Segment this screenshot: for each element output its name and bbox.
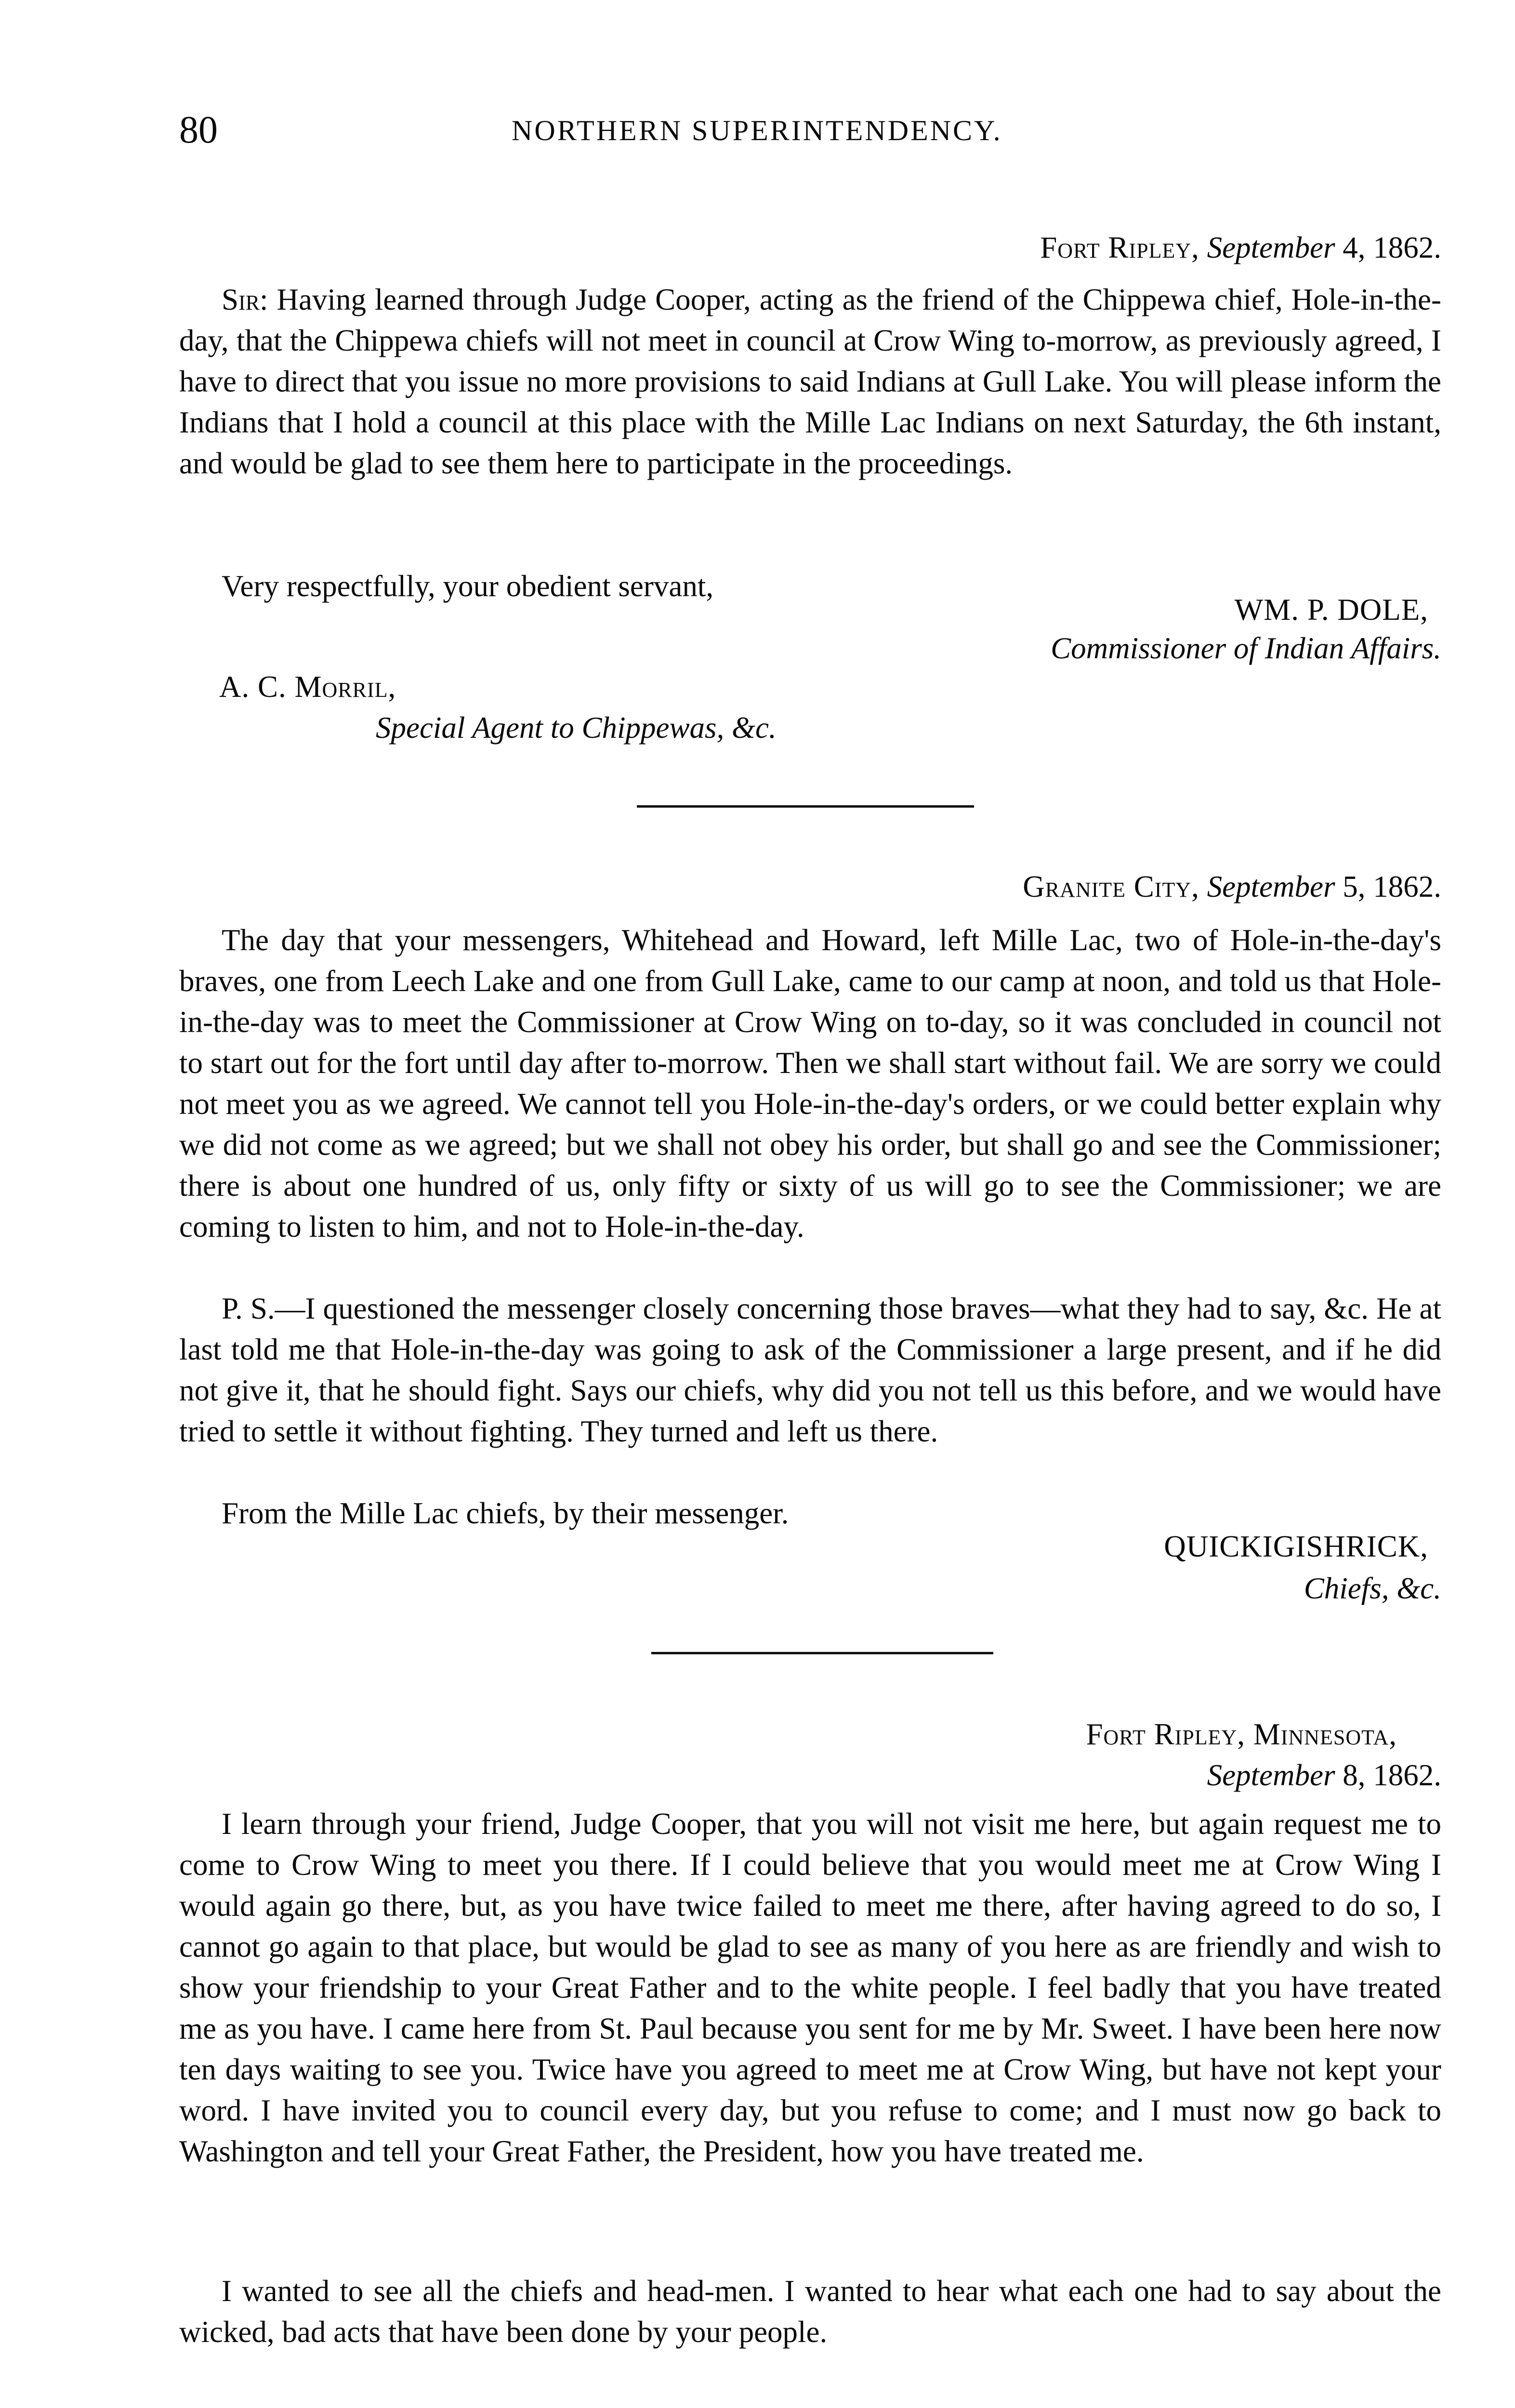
letter1-dateline-month: September xyxy=(1207,231,1335,264)
letter1-dateline xyxy=(1040,230,1441,265)
letter2-dateline xyxy=(1023,869,1441,904)
letter2-dateline-day: 5, 1862. xyxy=(1343,870,1441,903)
letter3-dateline-place-line xyxy=(1086,1717,1397,1752)
letter1-addressee: A. C. Morril, xyxy=(219,670,396,704)
letter2-dateline-place: Granite City, xyxy=(1023,870,1199,903)
letter3-body-1: I learn through your friend, Judge Cooper, that you will not visit me here, but again request me to come to Crow Wing to meet you there. If I could believe that you would meet me at Crow Wing I would again go there, but, as you have twice failed to meet me there, after having agreed to do so, I cannot go again to that place, but would be glad to see as many of you here as are friendly and wish to show your friendship to your Great Father and to the white people. I feel badly that you have treated me as you have. I came here from St. Paul because you sent for me by Mr. Sweet. I have been here now ten days waiting to see you. Twice have you agreed to meet me at Crow Wing, but have not kept your word. I have invited you to council every day, but you refuse to come; and I must now go back to Washington and tell your Great Father, the President, how you have treated me. xyxy=(179,1807,1441,2168)
letter3-body-2: I wanted to see all the chiefs and head-men. I wanted to hear what each one had to say about the wicked, bad acts that have been done by your people. xyxy=(179,2274,1441,2349)
letter2-signature-title: Chiefs, &c. xyxy=(1304,1571,1441,1605)
letter1-addressee-title: Special Agent to Chippewas, &c. xyxy=(376,711,777,745)
letter2-from-line: From the Mille Lac chiefs, by their messenger. xyxy=(222,1496,789,1530)
page-header xyxy=(179,108,1441,166)
letter1-signature-title: Commissioner of Indian Affairs. xyxy=(1051,631,1441,665)
letter3-dateline-month: September xyxy=(1207,1758,1335,1792)
letter3-dateline-date-line xyxy=(1207,1758,1441,1793)
letter1-dateline-place: Fort Ripley, xyxy=(1040,231,1199,264)
running-head: NORTHERN SUPERINTENDENCY. xyxy=(512,115,1002,146)
letter2-dateline-month: September xyxy=(1207,870,1335,903)
letter1-closing: Very respectfully, your obedient servant, xyxy=(222,569,714,603)
letter2-signature: QUICKIGISHRICK, xyxy=(1164,1530,1428,1563)
letter2-postscript: P. S.—I questioned the messenger closely concerning those braves—what they had to say, &c. He at last told me that Hole-in-the-day was going to ask of the Commissioner a large present, and if he did not give it, that he should fight. Says our chiefs, why did you not tell us this before, and we would have tried to settle it without fighting. They turned and left us there. xyxy=(179,1292,1441,1448)
letter1-body xyxy=(179,279,1441,484)
section-divider-2 xyxy=(651,1652,993,1654)
letter1-dateline-day: 4, 1862. xyxy=(1343,231,1441,264)
letter3-dateline-day: 8, 1862. xyxy=(1343,1758,1441,1792)
letter1-signature: WM. P. DOLE, xyxy=(1234,593,1428,627)
section-divider xyxy=(637,805,974,808)
letter2-body: The day that your messengers, Whitehead and Howard, left Mille Lac, two of Hole-in-the-day's braves, one from Leech Lake and one from Gull Lake, came to our camp at noon, and told us that Hole-in-the-day was to meet the Commissioner at Crow Wing on to-day, so it was concluded in council not to start out for the fort until day after to-morrow. Then we shall start without fail. We are sorry we could not meet you as we agreed. We cannot tell you Hole-in-the-day's orders, or we could better explain why we did not come as we agreed; but we shall not obey his order, but shall go and see the Commissioner; there is about one hundred of us, only fifty or sixty of us will go to see the Commissioner; we are coming to listen to him, and not to Hole-in-the-day. xyxy=(179,923,1441,1243)
letter1-body-text: Having learned through Judge Cooper, acting as the friend of the Chippewa chief, Hole-in-the-day, that the Chippewa chiefs will not meet in council at Crow Wing to-morrow, as previously agreed, I have to direct that you issue no more provisions to said Indians at Gull Lake. You will please inform the Indians that I hold a council at this place with the Mille Lac Indians on next Saturday, the 6th instant, and would be glad to see them here to participate in the proceedings. xyxy=(179,283,1441,480)
letter1-salutation: Sir: xyxy=(222,283,268,316)
page-number: 80 xyxy=(179,109,218,151)
letter3-dateline-place: Fort Ripley, Minnesota, xyxy=(1086,1717,1397,1751)
